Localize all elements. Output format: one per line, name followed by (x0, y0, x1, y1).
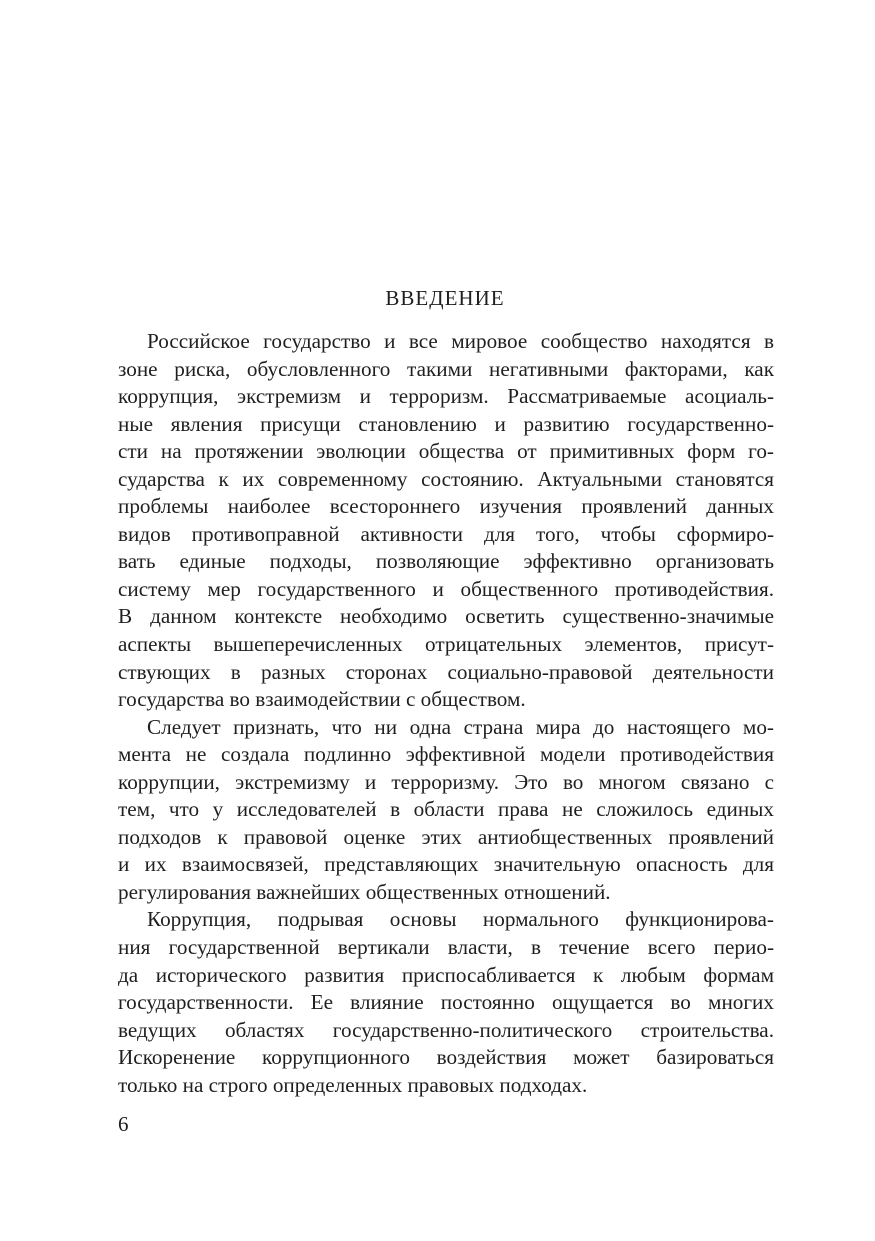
text-line: ствующих в разных сторонах социально-правовой деятельности (118, 659, 774, 684)
text-line: государства во взаимодействии с обществом. (118, 687, 526, 712)
body-text (118, 328, 774, 1099)
text-line: только на строго определенных правовых подходах. (118, 1072, 588, 1097)
text-line: мента не создала подлинно эффективной модели противодействия (118, 742, 774, 767)
text-line: видов противоправной активности для того, чтобы сформиро- (118, 521, 774, 546)
text-line: систему мер государственного и общественного противодействия. (118, 576, 774, 601)
text-line: вать единые подходы, позволяющие эффективно организовать (118, 549, 774, 574)
text-line: коррупция, экстремизм и терроризм. Рассматриваемые асоциаль- (118, 384, 774, 409)
text-line: ведущих областях государственно-политического строительства. (118, 1017, 774, 1042)
text-line: Следует признать, что ни одна страна мира до настоящего мо- (147, 714, 774, 739)
text-line: Российское государство и все мировое сообщество находятся в (147, 329, 774, 353)
paragraph-3 (118, 906, 774, 1099)
text-line: ные явления присущи становлению и развитию государственно- (118, 411, 774, 436)
text-line: аспекты вышеперечисленных отрицательных элементов, присут- (118, 632, 774, 657)
text-line: Коррупция, подрывая основы нормального функционирова- (147, 907, 774, 932)
text-line: сти на протяжении эволюции общества от примитивных форм го- (118, 439, 774, 464)
text-line: регулирования важнейших общественных отношений. (118, 879, 611, 904)
text-line: ния государственной вертикали власти, в течение всего перио- (118, 935, 774, 960)
text-line: сударства к их современному состоянию. Актуальными становятся (118, 466, 774, 491)
text-line: да исторического развития приспосабливается к любым формам (118, 962, 774, 987)
paragraph-2 (118, 714, 774, 907)
text-line: зоне риска, обусловленного такими негативными факторами, как (118, 356, 774, 381)
chapter-heading: ВВЕДЕНИЕ (385, 286, 505, 310)
text-line: проблемы наиболее всестороннего изучения проявлений данных (118, 494, 774, 519)
text-line: коррупции, экстремизму и терроризму. Это во многом связано с (118, 769, 774, 794)
text-line: и их взаимосвязей, представляющих значительную опасность для (118, 852, 774, 877)
page-number: 6 (118, 1112, 129, 1136)
text-line: тем, что у исследователей в области права не сложилось единых (118, 797, 774, 822)
text-line: Искоренение коррупционного воздействия может базироваться (118, 1045, 774, 1070)
text-line: В данном контексте необходимо осветить существенно-значимые (118, 604, 774, 629)
paragraph-1 (118, 328, 774, 714)
text-line: подходов к правовой оценке этих антиобщественных проявлений (118, 824, 774, 849)
text-line: государственности. Ее влияние постоянно ощущается во многих (118, 990, 774, 1015)
